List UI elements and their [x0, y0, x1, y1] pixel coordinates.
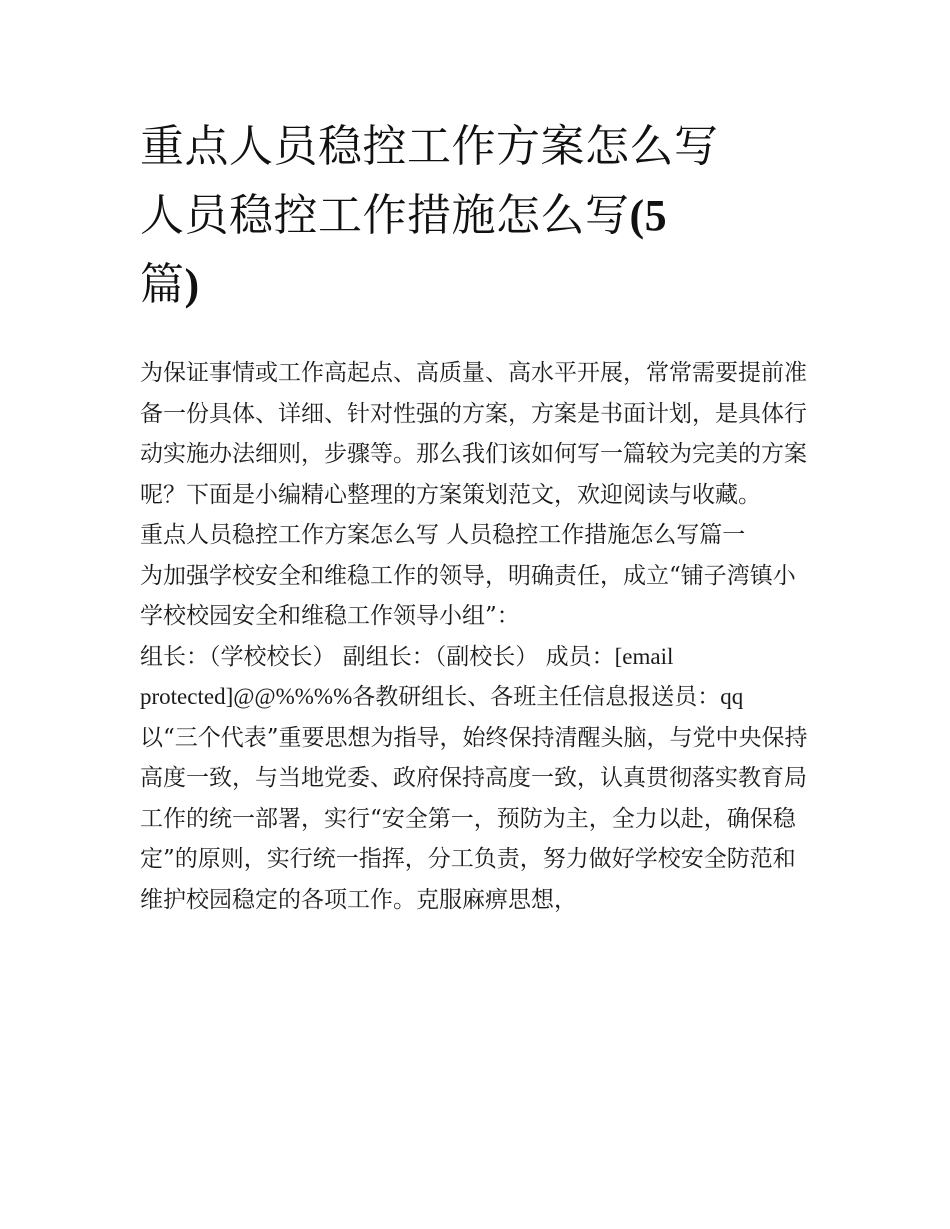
paragraph-guiding-principles: 以“三个代表”重要思想为指导，始终保持清醒头脑，与党中央保持高度一致，与当地党委、政府保持高度一致，认真贯彻落实教育局工作的统一部署，实行“安全第一，预防为主，全力以赴，确保稳定”的原则，实行统一指挥，分工负责，努力做好学校安全防范和维护校园稳定的各项工作。克服麻痹思想，: [140, 724, 808, 913]
members-roles-text: 组长：（学校校长） 副组长：（副校长） 成员：: [140, 643, 615, 670]
document-body: [140, 112, 812, 920]
title-closing-paren: ): [184, 260, 200, 309]
document-title: [140, 112, 812, 319]
email-protected-text: [email protected]@@%%%%: [140, 643, 674, 709]
title-line-1: 重点人员稳控工作方案怎么写: [140, 121, 719, 172]
paragraph-leadership-group: 为加强学校安全和维稳工作的领导，明确责任，成立“铺子湾镇小学校校园安全和维稳工作领导小组”：: [140, 562, 796, 629]
paragraph-members: [140, 637, 812, 718]
title-line-3: 篇: [140, 259, 185, 310]
intro-paragraph: 为保证事情或工作高起点、高质量、高水平开展，常常需要提前准备一份具体、详细、针对性强的方案，方案是书面计划，是具体行动实施办法细则，步骤等。那么我们该如何写一篇较为完美的方案呢？下面是小编精心整理的方案策划范文，欢迎阅读与收藏。: [140, 360, 807, 508]
qq-text: qq: [720, 684, 744, 709]
title-line-2: 人员稳控工作措施怎么写: [140, 190, 630, 241]
members-reporter-text: 各教研组长、各班主任信息报送员：: [352, 684, 721, 710]
title-suffix: (5: [629, 191, 668, 240]
section-heading: 重点人员稳控工作方案怎么写 人员稳控工作措施怎么写篇一: [140, 522, 746, 548]
